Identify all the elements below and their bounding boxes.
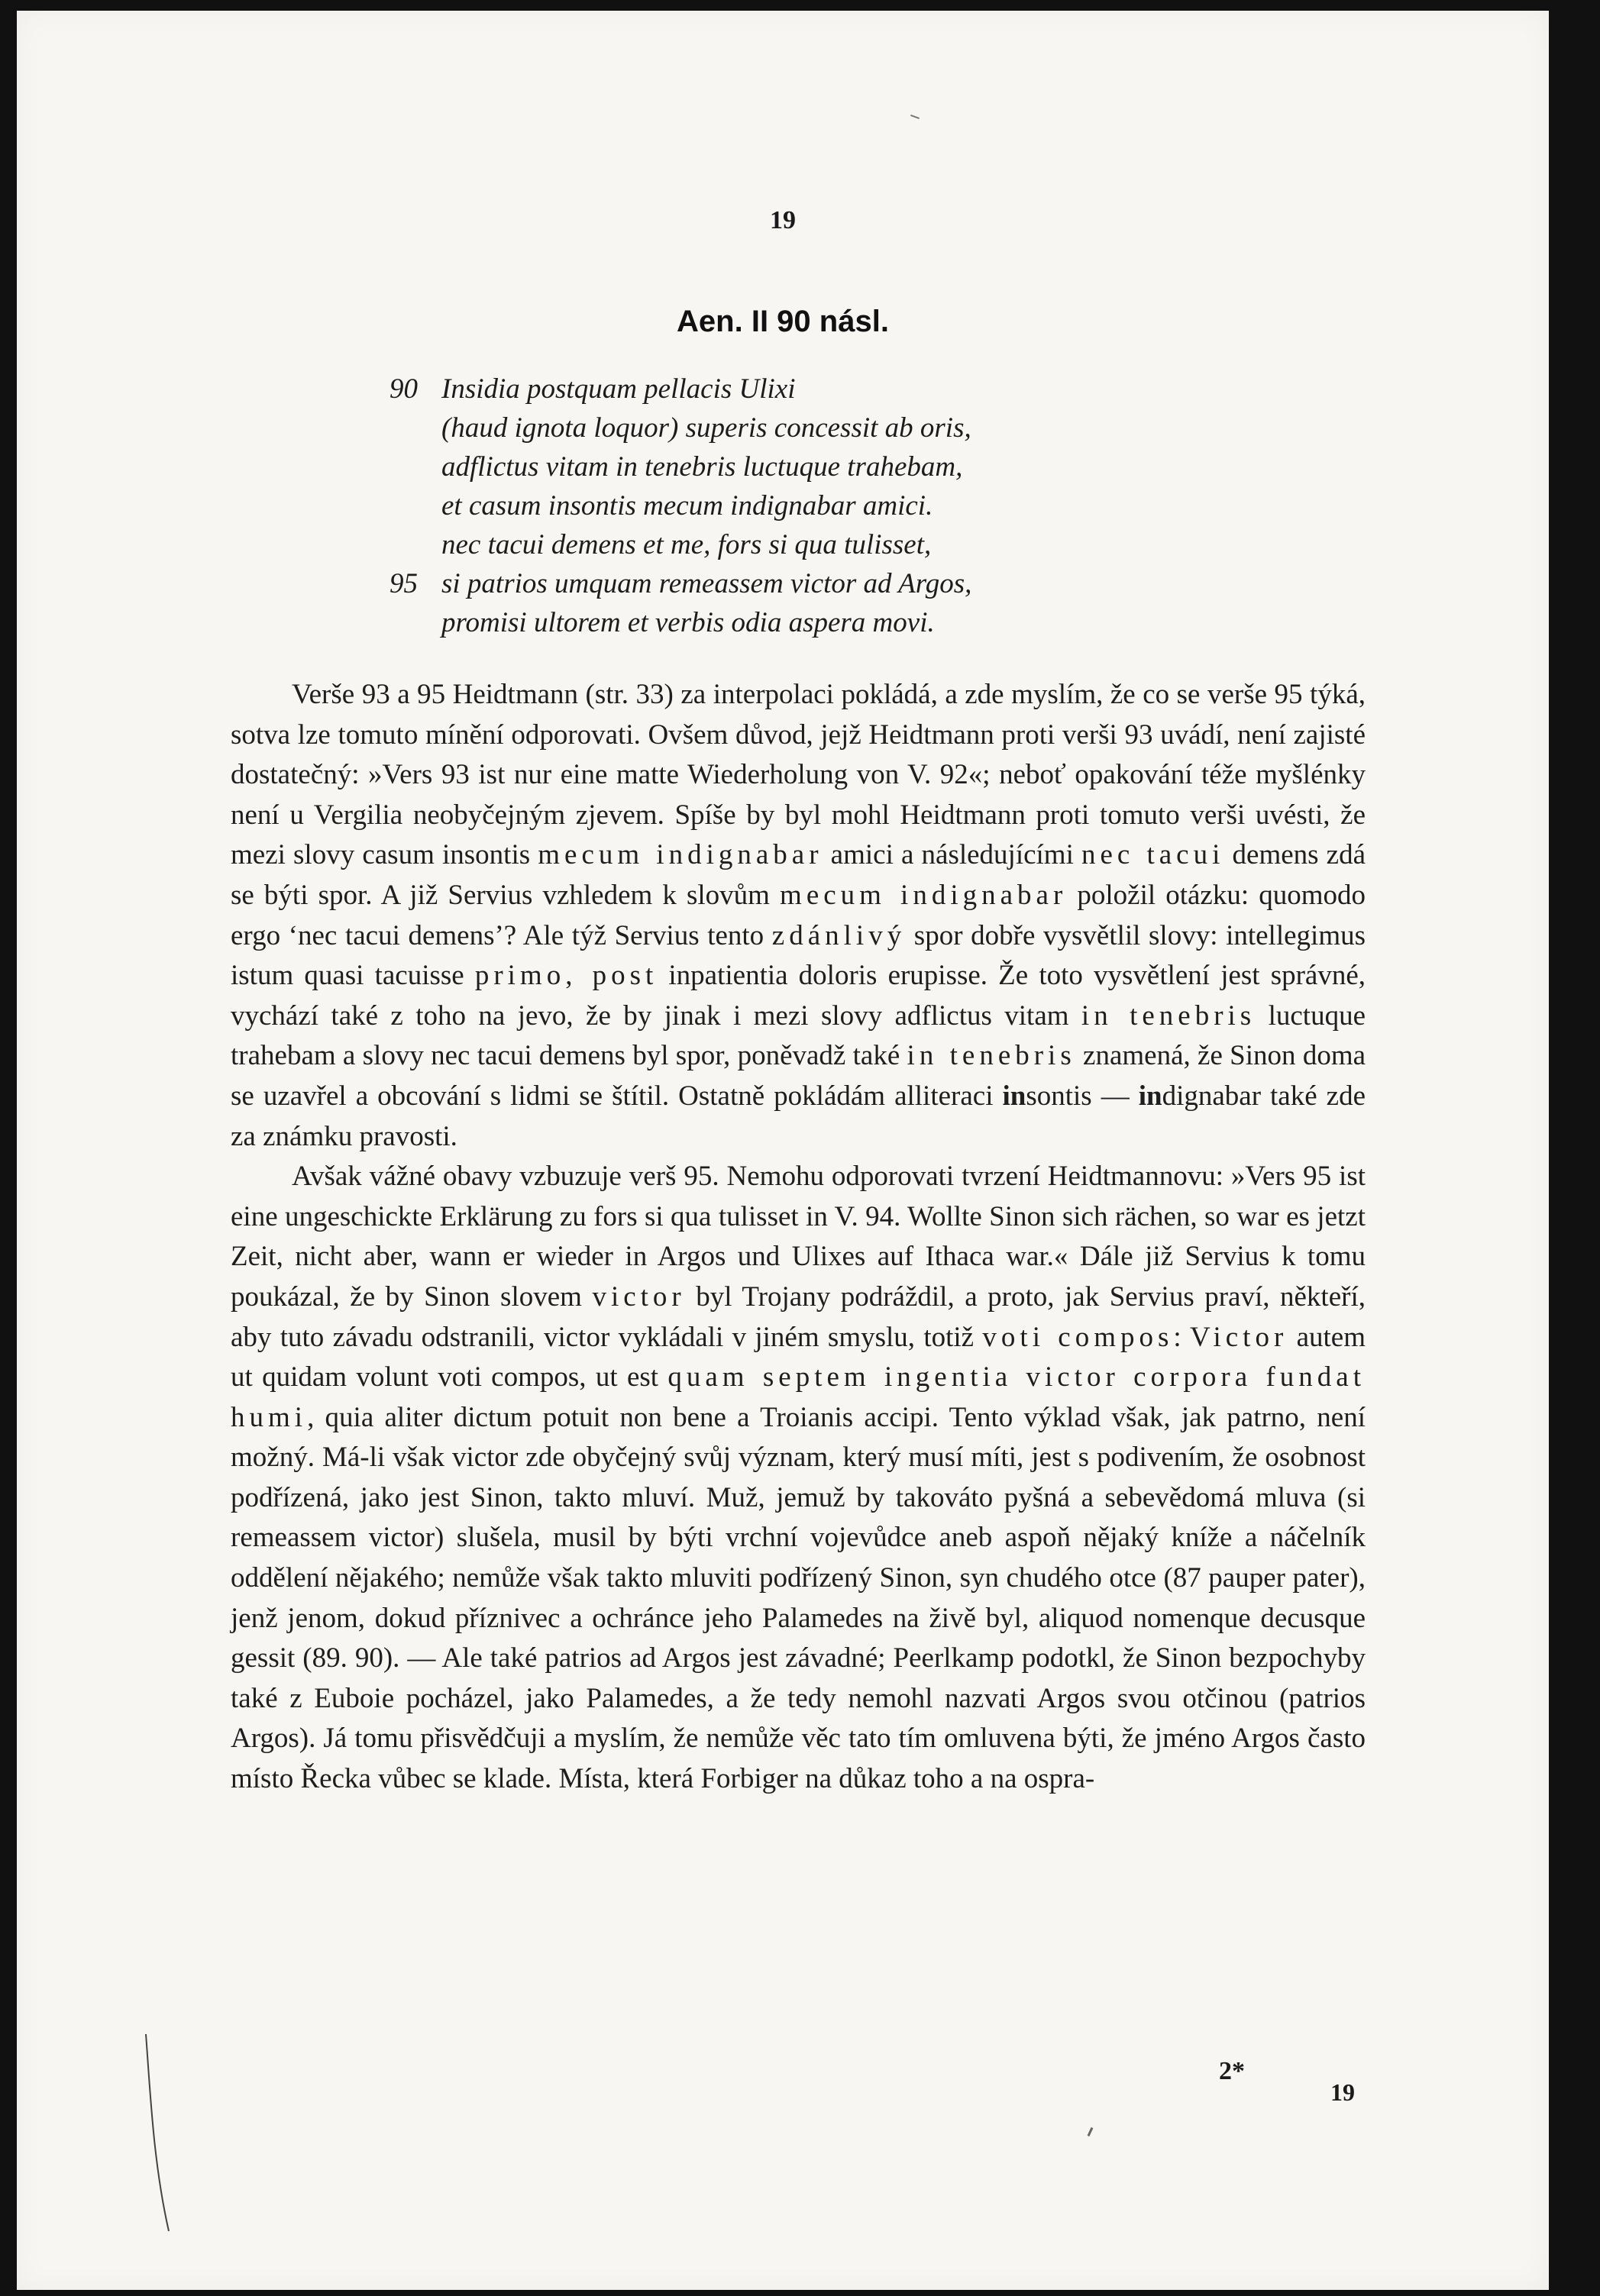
emphasis-spaced: in tenebris [907,1040,1076,1072]
text-run: inpatientia doloris erupisse. Že toto vysvětlení jest správné, vychází také z toho na jevo, že by jinak i mezi slovy adflictus vitam [231,960,1366,1032]
text-run: spor dobře vysvětlil slovy: intellegimus istum quasi tacuisse [231,919,1366,992]
verse-line [389,525,1306,564]
text-run: dignabar také zde za známku pravosti. [231,1080,1366,1152]
verse-line [389,447,1306,486]
emphasis-spaced: in tenebris [1081,999,1256,1032]
text-run: luctuque trahebam a slovy nec tacui demens byl spor, poněvadž také [231,999,1366,1072]
emphasis-spaced: zdánlivý [771,919,907,951]
verse-quotation [389,370,1306,642]
emphasis-bold: in [1138,1080,1162,1112]
signature-mark: 2* [1219,2057,1245,2085]
emphasis-bold: in [1002,1080,1026,1112]
emphasis-spaced: voti compos [982,1321,1174,1353]
footer-page-number: 19 [1330,2078,1355,2106]
scan-speck [910,115,920,119]
emphasis-spaced: primo, post [474,960,658,992]
text-run: amici a následujícími [823,839,1081,871]
text-run: demens zdá se býti spor. A již Servius vzhledem k slovům [231,839,1366,911]
verse-text: (haud ignota loquor) superis concessit ab oris, [441,412,971,444]
page-number: 19 [770,206,796,234]
verse-text: nec tacui demens et me, fors si qua tulisset, [441,529,932,560]
emphasis-spaced: mecum indignabar [538,839,823,871]
emphasis-spaced: mecum indignabar [780,879,1068,911]
text-run: znamená, že Sinon doma se uzavřel a obcování s lidmi se štítil. Ostatně pokládám alliteraci [231,1040,1366,1112]
verse-text: promisi ultorem et verbis odia aspera movi. [441,607,935,638]
verse-line [389,409,1306,447]
section-heading: Aen. II 90 násl. [677,305,889,338]
text-run: Verše 93 a 95 Heidtmann (str. 33) za interpolaci pokládá, a zde myslím, že co se verše 95 týká, sotva lze tomuto mínění odporovati. Ovšem důvod, jejž Heidtmann proti verši 93 uvádí, není zajisté dostatečný: »Vers 93 ist nur eine matte Wiederholung von V. 92«; neboť opakování téže myšlénky není u Vergilia neobyčejným zjevem. Spíše by byl mohl Heidtmann proti tomuto verši uvésti, že mezi slovy casum insontis [231,679,1366,871]
verse-text: adflictus vitam in tenebris luctuque trahebam, [441,451,963,483]
paragraph [231,1157,1366,1800]
text-run: Avšak vážné obavy vzbuzuje verš 95. Nemohu odporovati tvrzení Heidtmannovu: »Vers 95 ist eine ungeschickte Erklärung zu fors si qua tulisset in V. 94. Wollte Sinon sich rächen, so war es jetzt Zeit, nicht aber, wann er wieder in Argos und Ulixes auf Ithaca war.« Dále již Servius k tomu poukázal, že by Sinon slovem [231,1161,1366,1313]
margin-pencil-mark [143,2034,173,2233]
emphasis-spaced: victor [592,1280,686,1313]
verse-number: 95 [389,568,418,599]
emphasis-spaced: Victor [1189,1321,1288,1353]
verse-line [389,603,1306,642]
verse-number: 90 [389,373,418,405]
scan-speck [1088,2127,1094,2136]
verse-line [389,370,1306,409]
paragraph [231,675,1366,1157]
verse-text: Insidia postquam pellacis Ulixi [441,373,796,405]
text-run: : [1173,1321,1190,1353]
text-run: autem ut quidam volunt voti compos, ut est [231,1321,1366,1393]
emphasis-spaced: quam septem ingentia victor corpora fundat humi [231,1361,1366,1433]
text-run: , quia aliter dictum potuit non bene a Troianis accipi. Tento výklad však, jak patrno, není možný. Má-li však victor zde obyčejný svůj význam, který musí míti, jest s podivením, že osobnost podřízená, jako jest Sinon, takto mluví. Muž, jemuž by takováto pyšná a sebevědomá mluva (si remeassem victor) slušela, musil by býti vrchní vojevůdce aneb aspoň nějaký kníže a náčelník oddělení nějakého; nemůže však takto mluviti podřízený Sinon, syn chudého otce (87 pauper pater), jenž jenom, dokud příznivec a ochránce jeho Palamedes na živě byl, aliquod nomenque decusque gessit (89. 90). — Ale také patrios ad Argos jest závadné; Peerlkamp podotkl, že Sinon bezpochyby také z Euboie pocházel, jako Palamedes, a že tedy nemohl nazvati Argos svou otčinou (patrios Argos). Já tomu přisvědčuji a myslím, že nemůže věc tato tím omluvena býti, že jméno Argos často místo Řecka vůbec se klade. Místa, která Forbiger na důkaz toho a na ospra- [231,1401,1366,1795]
document-page [17,11,1549,2290]
emphasis-spaced: nec tacui [1081,839,1225,871]
text-run: byl Trojany podráždil, a proto, jak Servius praví, někteří, aby tuto závadu odstranili, victor vykládali v jiném smyslu, totiž [231,1280,1366,1353]
verse-text: et casum insontis mecum indignabar amici. [441,490,933,522]
body-text [231,675,1366,1800]
text-run: položil otázku: quomodo ergo ‘nec tacui demens’? Ale týž Servius tento [231,879,1366,951]
verse-line [389,486,1306,525]
verse-text: si patrios umquam remeassem victor ad Argos, [441,568,972,599]
verse-line [389,564,1306,603]
text-run: sontis — [1026,1080,1139,1112]
